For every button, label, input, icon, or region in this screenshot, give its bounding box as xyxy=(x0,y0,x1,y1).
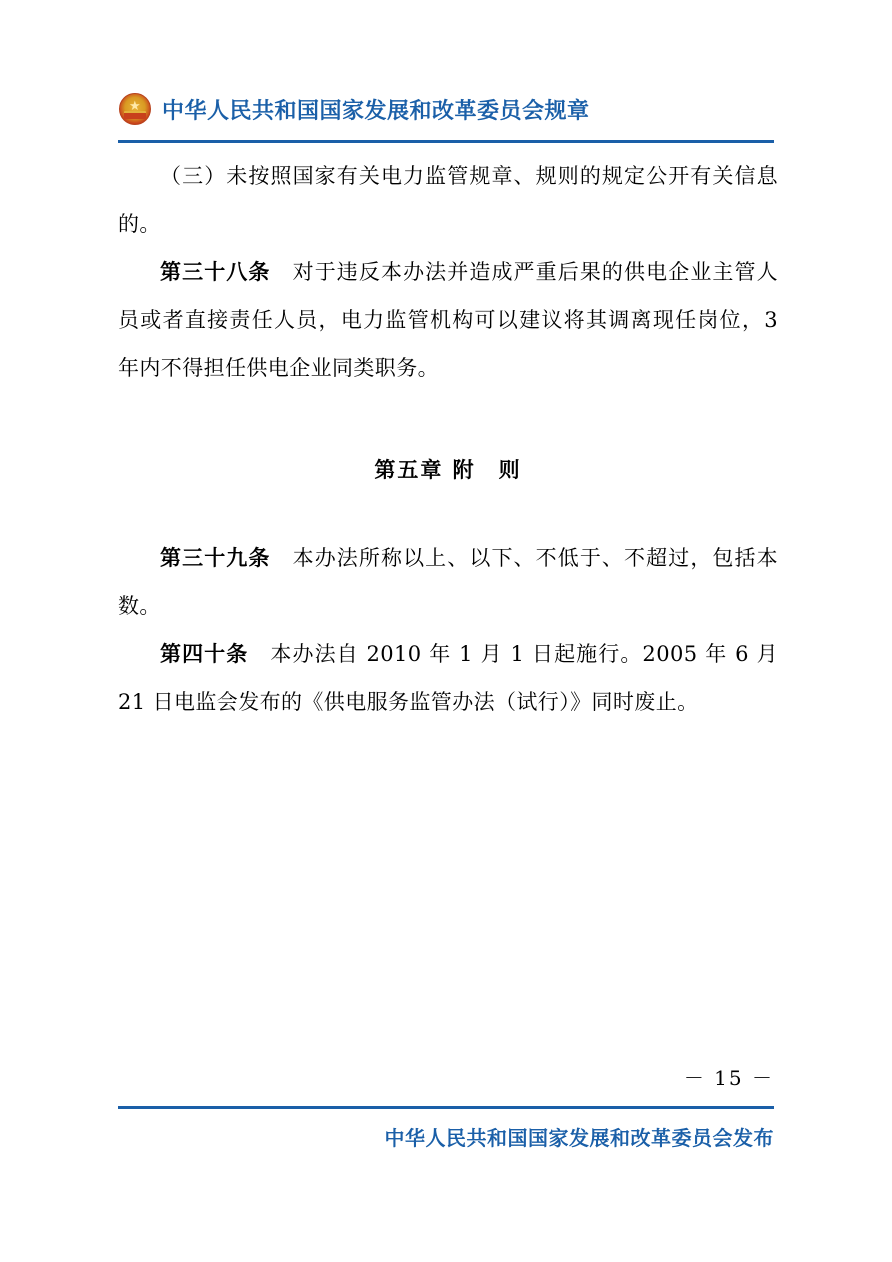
header-divider xyxy=(118,140,774,143)
article-label-40: 第四十条 xyxy=(160,642,249,666)
document-header xyxy=(118,92,774,126)
footer-publisher: 中华人民共和国国家发展和改革委员会发布 xyxy=(384,1126,774,1150)
footer-divider xyxy=(118,1106,774,1109)
paragraph-article-40 xyxy=(118,630,778,726)
page-number: － 15 － xyxy=(683,1066,774,1090)
paragraph-article-38 xyxy=(118,248,778,392)
document-body xyxy=(118,152,778,726)
spacer xyxy=(118,494,778,534)
paragraph-item-three: （三）未按照国家有关电力监管规章、规则的规定公开有关信息的。 xyxy=(118,164,778,236)
article-text-39: 本办法所称以上、以下、不低于、不超过，包括本数。 xyxy=(118,546,778,618)
national-emblem-icon xyxy=(118,92,152,126)
article-text-38: 对于违反本办法并造成严重后果的供电企业主管人员或者直接责任人员，电力监管机构可以建议将其调离现任岗位，3 年内不得担任供电企业同类职务。 xyxy=(118,260,778,380)
article-label-39: 第三十九条 xyxy=(160,546,271,570)
header-title: 中华人民共和国国家发展和改革委员会规章 xyxy=(162,98,590,124)
article-text-40: 本办法自 2010 年 1 月 1 日起施行。2005 年 6 月 21 日电监会发布的《供电服务监管办法（试行）》同时废止。 xyxy=(118,642,778,714)
chapter-heading: 第五章 附 则 xyxy=(374,458,522,482)
article-label-38: 第三十八条 xyxy=(160,260,271,284)
paragraph-article-39 xyxy=(118,534,778,630)
